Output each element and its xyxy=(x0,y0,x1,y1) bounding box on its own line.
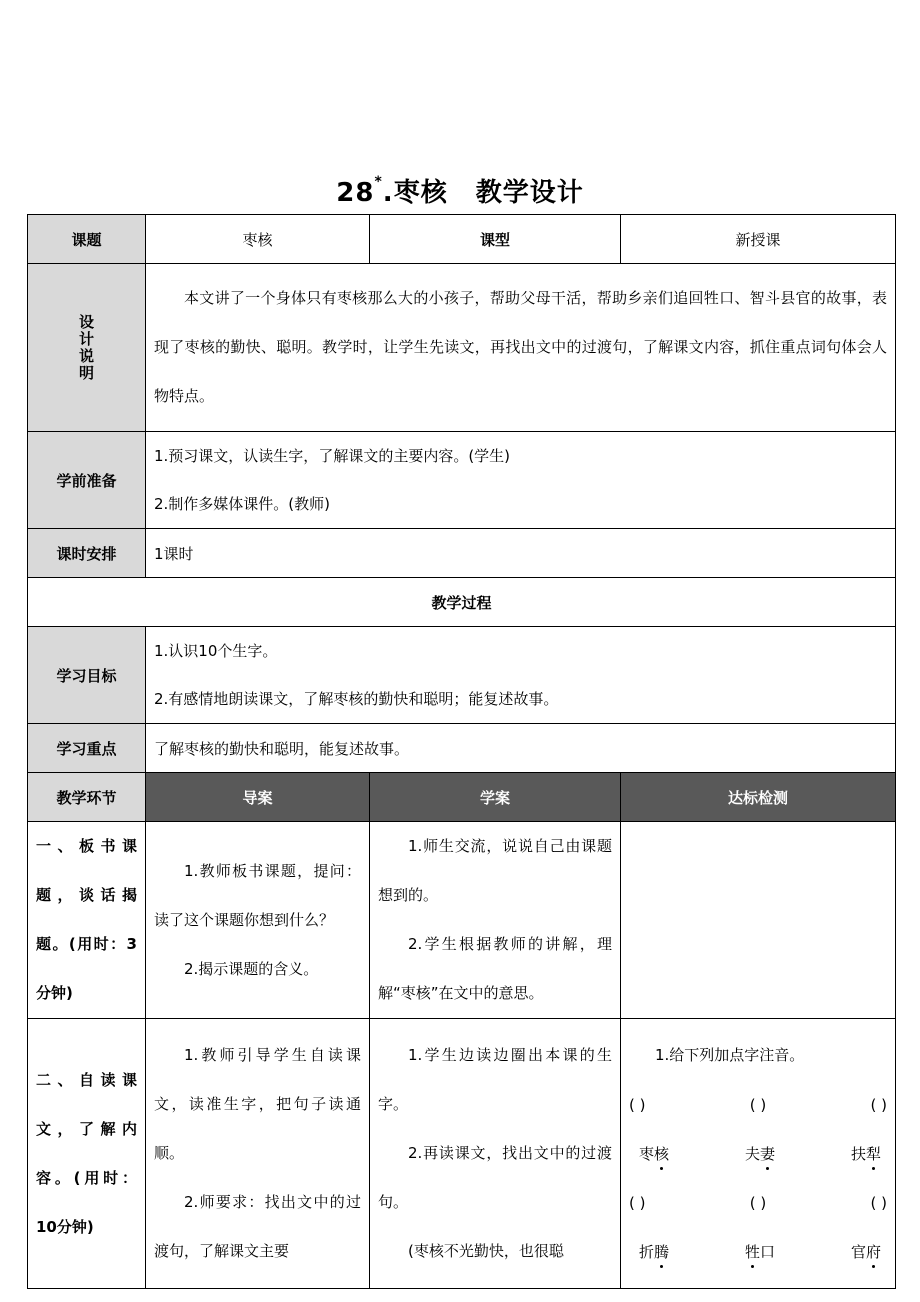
stage-1-guide xyxy=(146,822,370,1019)
page-title: 28*.枣核 教学设计 xyxy=(336,174,584,208)
col-header-study: 学案 xyxy=(370,773,621,822)
word-fuli: 扶犁 xyxy=(851,1130,881,1178)
pinyin-blank: ( ) xyxy=(629,1096,646,1114)
stage-1-check xyxy=(621,822,896,1019)
prep-label: 学前准备 xyxy=(28,432,146,529)
row-stage-2 xyxy=(28,1019,896,1289)
stage-2-title: 二、自读课文，了解内容。(用时：10分钟) xyxy=(28,1019,146,1289)
goals-line-2: 2.有感情地朗读课文，了解枣核的勤快和聪明；能复述故事。 xyxy=(154,690,559,708)
schedule-value: 1课时 xyxy=(146,529,896,578)
prep-line-1: 1.预习课文，认读生字，了解课文的主要内容。(学生) xyxy=(154,447,511,465)
word-row-1 xyxy=(625,1130,891,1178)
type-value: 新授课 xyxy=(621,215,896,264)
stage-2-study-p1: 1.学生边读边圈出本课的生字。 xyxy=(378,1046,612,1113)
stage-2-study xyxy=(370,1019,621,1289)
stage-1-study xyxy=(370,822,621,1019)
stage-1-title: 一、板书课题，谈话揭题。(用时：3分钟) xyxy=(28,822,146,1019)
process-title: 教学过程 xyxy=(28,578,896,627)
design-text: 本文讲了一个身体只有枣核那么大的小孩子，帮助父母干活，帮助乡亲们追回牲口、智斗县官的故事，表现了枣核的勤快、聪明。教学时，让学生先读文，再找出文中的过渡句，了解课文内容，抓住重点词句体会人物特点。 xyxy=(154,289,887,405)
design-text-cell xyxy=(146,264,896,432)
row-schedule xyxy=(28,529,896,578)
stage-2-guide-p1: 1.教师引导学生自读课文，读准生字，把句子读通顺。 xyxy=(154,1046,361,1162)
word-shengkou: 牲口 xyxy=(745,1228,775,1276)
bracket-row-1 xyxy=(625,1080,891,1130)
col-header-stage: 教学环节 xyxy=(28,773,146,822)
word-guanfu: 官府 xyxy=(851,1228,881,1276)
pinyin-blank: ( ) xyxy=(870,1194,887,1212)
stage-1-guide-p1: 1.教师板书课题，提问：读了这个课题你想到什么？ xyxy=(154,861,361,929)
focus-value: 了解枣核的勤快和聪明，能复述故事。 xyxy=(146,724,896,773)
stage-1-study-p1: 1.师生交流，说说自己由课题想到的。 xyxy=(378,837,612,904)
row-process-title xyxy=(28,578,896,627)
lesson-plan-table xyxy=(27,214,896,1289)
topic-label: 课题 xyxy=(28,215,146,264)
stage-2-study-p2: 2.再读课文，找出文中的过渡句。 xyxy=(378,1144,612,1211)
schedule-label: 课时安排 xyxy=(28,529,146,578)
goals-line-1: 1.认识10个生字。 xyxy=(154,642,278,660)
prep-cell xyxy=(146,432,896,529)
stage-2-study-p3: (枣核不光勤快，也很聪 xyxy=(408,1242,564,1260)
col-header-check: 达标检测 xyxy=(621,773,896,822)
focus-label: 学习重点 xyxy=(28,724,146,773)
word-fuqi: 夫妻 xyxy=(745,1130,775,1178)
row-prep xyxy=(28,432,896,529)
stage-1-guide-p2: 2.揭示课题的含义。 xyxy=(184,959,319,978)
row-topic xyxy=(28,215,896,264)
word-zheteng: 折腾 xyxy=(639,1228,669,1276)
word-row-2 xyxy=(625,1228,891,1276)
pinyin-blank: ( ) xyxy=(749,1194,767,1212)
goals-label: 学习目标 xyxy=(28,627,146,724)
prep-line-2: 2.制作多媒体课件。(教师) xyxy=(154,495,331,513)
stage-2-check xyxy=(621,1019,896,1289)
word-zaohe: 枣核 xyxy=(639,1130,669,1178)
stage-1-study-p2: 2.学生根据教师的讲解，理解“枣核”在文中的意思。 xyxy=(378,935,612,1002)
bracket-row-2 xyxy=(625,1178,891,1228)
goals-cell xyxy=(146,627,896,724)
pinyin-blank: ( ) xyxy=(749,1096,767,1114)
design-label: 设计说明 xyxy=(78,312,94,382)
design-label-cell xyxy=(28,264,146,432)
row-stage-1 xyxy=(28,822,896,1019)
row-goals xyxy=(28,627,896,724)
stage-2-guide-p2: 2.师要求：找出文中的过渡句，了解课文主要 xyxy=(154,1193,361,1260)
stage-2-guide xyxy=(146,1019,370,1289)
topic-value: 枣核 xyxy=(146,215,370,264)
pinyin-blank: ( ) xyxy=(629,1194,646,1212)
row-focus xyxy=(28,724,896,773)
check-title: 1.给下列加点字注音。 xyxy=(655,1046,805,1064)
row-design xyxy=(28,264,896,432)
type-label: 课型 xyxy=(370,215,621,264)
col-header-guide: 导案 xyxy=(146,773,370,822)
pinyin-blank: ( ) xyxy=(870,1096,887,1114)
row-column-headers xyxy=(28,773,896,822)
